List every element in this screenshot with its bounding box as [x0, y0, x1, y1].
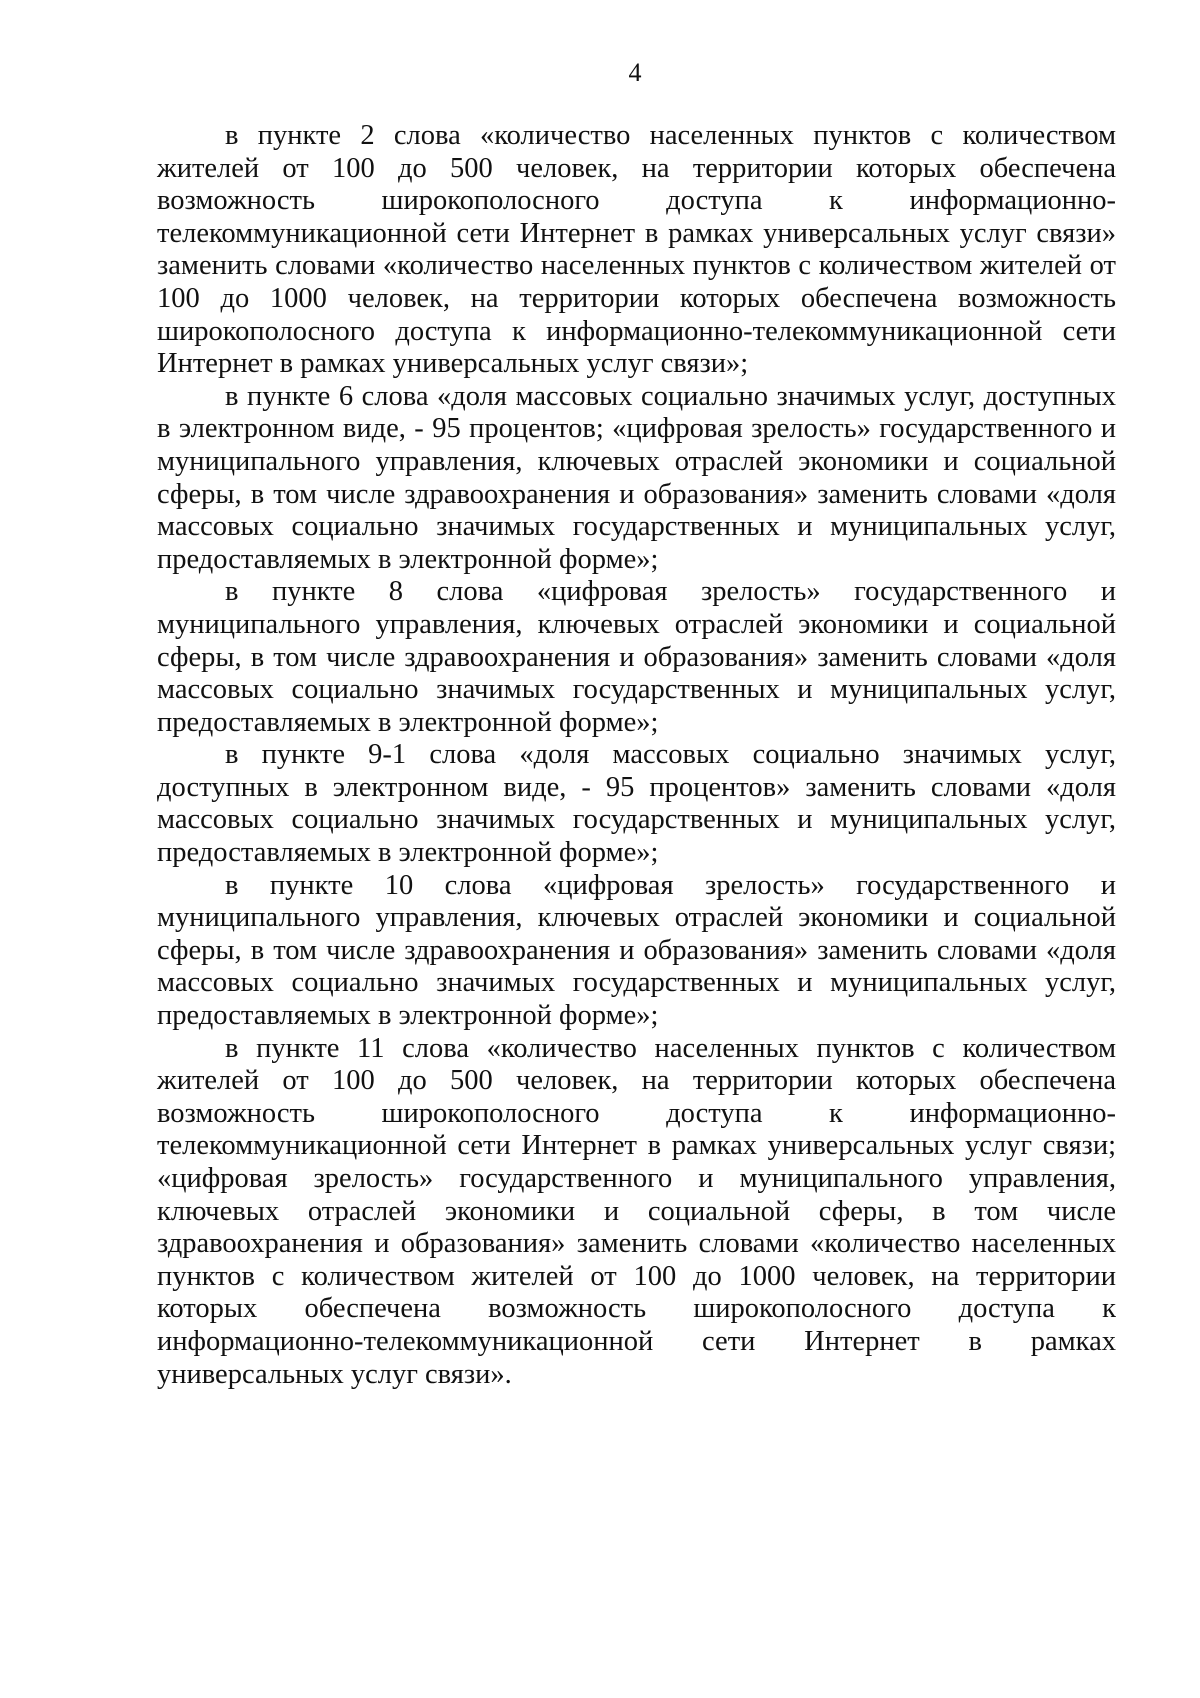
page-number: 4 [628, 58, 642, 87]
paragraph-item-9-1: в пункте 9-1 слова «доля массовых социально значимых услуг, доступных в электронном виде, - 95 процентов» заменить словами «доля массовых социально значимых государственных и муниципальных услуг, предоставляемых в электронной форме»; [157, 739, 1116, 869]
document-body [157, 120, 1116, 1391]
paragraph-item-8: в пункте 8 слова «цифровая зрелость» государственного и муниципального управления, ключевых отраслей экономики и социальной сферы, в том числе здравоохранения и образования» заменить словами «доля массовых социально значимых государственных и муниципальных услуг, предоставляемых в электронной форме»; [157, 576, 1116, 738]
paragraph-item-2: в пункте 2 слова «количество населенных пунктов с количеством жителей от 100 до 500 человек, на территории которых обеспечена возможность широкополосного доступа к информационно-телекоммуникационной сети Интернет в рамках универсальных услуг связи» заменить словами «количество населенных пунктов с количеством жителей от 100 до 1000 человек, на территории которых обеспечена возможность широкополосного доступа к информационно-телекоммуникационной сети Интернет в рамках универсальных услуг связи»; [157, 120, 1116, 380]
paragraph-item-6: в пункте 6 слова «доля массовых социально значимых услуг, доступных в электронном виде, - 95 процентов; «цифровая зрелость» государственного и муниципального управления, ключевых отраслей экономики и социальной сферы, в том числе здравоохранения и образования» заменить словами «доля массовых социально значимых государственных и муниципальных услуг, предоставляемых в электронной форме»; [157, 380, 1116, 575]
paragraph-item-11: в пункте 11 слова «количество населенных пунктов с количеством жителей от 100 до 500 человек, на территории которых обеспечена возможность широкополосного доступа к информационно-телекоммуникационной сети Интернет в рамках универсальных услуг связи; «цифровая зрелость» государственного и муниципального управления, ключевых отраслей экономики и социальной сферы, в том числе здравоохранения и образования» заменить словами «количество населенных пунктов с количеством жителей от 100 до 1000 человек, на территории которых обеспечена возможность широкополосного доступа к информационно-телекоммуникационной сети Интернет в рамках универсальных услуг связи». [157, 1032, 1116, 1390]
paragraph-item-10: в пункте 10 слова «цифровая зрелость» государственного и муниципального управления, ключевых отраслей экономики и социальной сферы, в том числе здравоохранения и образования» заменить словами «доля массовых социально значимых государственных и муниципальных услуг, предоставляемых в электронной форме»; [157, 869, 1116, 1032]
